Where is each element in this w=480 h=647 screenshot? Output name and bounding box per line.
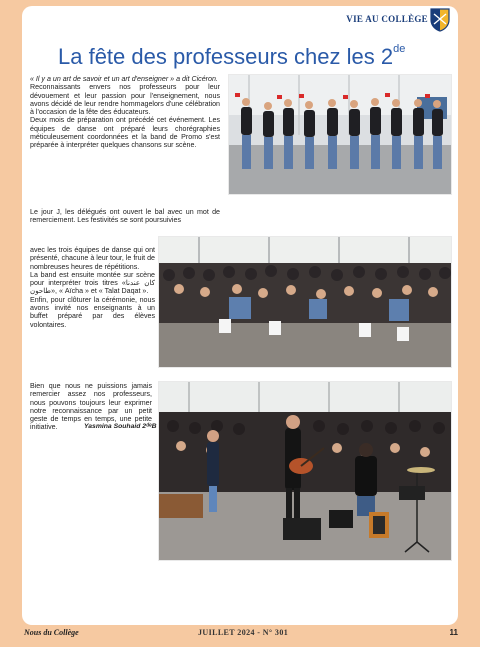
article-text-column [30,246,155,329]
section-label: VIE AU COLLÈGE [346,14,428,24]
article-title: La fête des professeurs chez les 2de [58,43,406,69]
page-number: 11 [449,628,458,637]
article-text-mid [30,208,220,225]
band-photo [158,381,452,561]
footer-issue: JUILLET 2024 - N° 301 [198,628,289,637]
paragraph: La band est ensuite montée sur scène pour interpréter trois titres «كان عندنا طاحون», « Aïcha » et « Talat Daqat ». [30,270,155,296]
school-crest-icon [430,8,450,32]
paragraph: avec les trois équipes de danse qui ont présenté, chacune à leur tour, le fruit de nombreuses heures de répétitions. [30,246,156,271]
author-byline: Yasmina Souhaid 2ᵈᵉB [84,423,157,430]
dance-team-photo [228,74,452,195]
quote-paragraph: « Il y a un art de savoir et un art d'enseigner » a dit Cicéron. [30,75,218,83]
paragraph: Reconnaissants envers nos professeurs pour leur dévouement et leur passion pour l'enseignement, nous avons décidé de leur rendre hommagelors d'une célébration à l'occasion de la fête des éducateurs. [30,83,220,117]
audience-photo [158,236,452,368]
footer-publication: Nous du Collège [24,628,79,637]
paragraph: Bien que nous ne puissions jamais remercier assez nos professeurs, nous pouvons toujours leur exprimer notre reconnaissance par un petit geste de temps en temps, une petite initiative. [30,382,152,432]
paragraph: Enfin, pour clôturer la cérémonie, nous avons invité nos enseignants à un buffet préparé par des élèves volontaires. [30,295,155,329]
paragraph: Deux mois de préparation ont précédé cet événement. Les équipes de danse ont préparé leurs chorégraphies méticuleusement coordonnées et la band de Promo s'est préparée à interpréter quelques chansons sur scène. [30,116,220,150]
article-text-top [30,75,220,150]
paragraph: Le jour J, les délégués ont ouvert le bal avec un mot de remerciement. Les festivités se sont poursuivies [30,208,220,225]
